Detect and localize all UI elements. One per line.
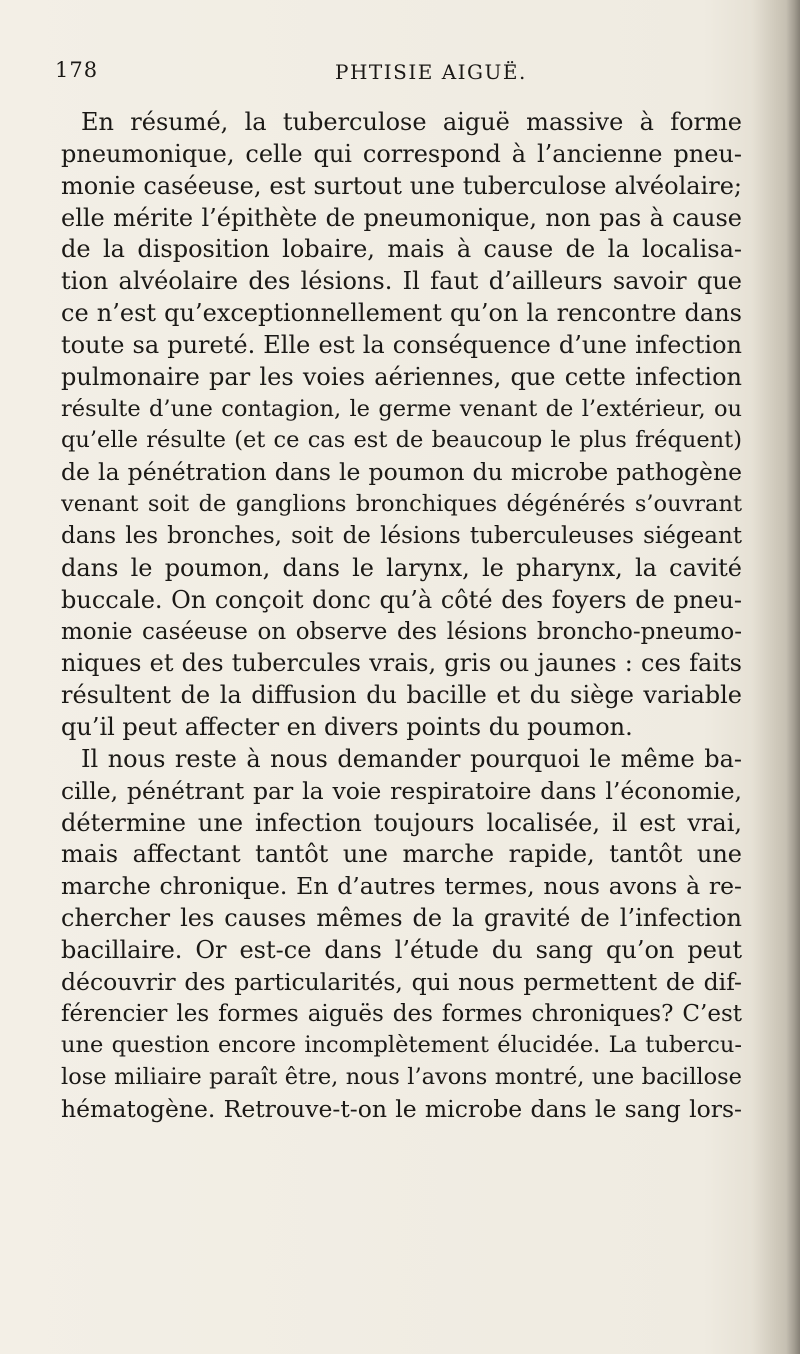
- text-line: dans le poumon, dans le larynx, le pharynx, la cavité: [61, 553, 742, 582]
- text-line: venant soit de ganglions bronchiques dégénérés s’ouvrant: [61, 491, 742, 518]
- body-text: [61, 107, 742, 1126]
- text-line: résultent de la diffusion du bacille et du siège variable: [61, 681, 742, 710]
- text-line: qu’elle résulte (et ce cas est de beaucoup le plus fréquent): [61, 427, 742, 454]
- text-line: de la disposition lobaire, mais à cause de la localisa-: [61, 235, 742, 264]
- text-line: marche chronique. En d’autres termes, nous avons à re-: [61, 872, 742, 901]
- page-number: 178: [55, 58, 99, 82]
- text-line: découvrir des particularités, qui nous permettent de dif-: [61, 967, 742, 996]
- text-line: buccale. On conçoit donc qu’à côté des foyers de pneu-: [61, 585, 742, 614]
- text-line: toute sa pureté. Elle est la conséquence d’une infection: [61, 330, 742, 359]
- text-line: monie caséeuse on observe des lésions broncho-pneumo-: [61, 618, 742, 645]
- text-line: bacillaire. Or est-ce dans l’étude du sang qu’on peut: [61, 935, 742, 964]
- text-line: dans les bronches, soit de lésions tuberculeuses siégeant: [61, 522, 742, 549]
- text-line: pulmonaire par les voies aériennes, que cette infection: [61, 362, 742, 391]
- text-line: monie caséeuse, est surtout une tuberculose alvéolaire;: [61, 171, 742, 200]
- text-line: Il nous reste à nous demander pourquoi le même ba-: [81, 744, 742, 773]
- text-line: ce n’est qu’exceptionnellement qu’on la rencontre dans: [61, 299, 742, 328]
- text-line: lose miliaire paraît être, nous l’avons montré, une bacillose: [61, 1064, 742, 1091]
- text-line: détermine une infection toujours localisée, il est vrai,: [61, 808, 742, 837]
- binding-shadow: [786, 0, 800, 1354]
- text-line: une question encore incomplètement élucidée. La tubercu-: [61, 1032, 742, 1059]
- text-line: férencier les formes aiguës des formes chroniques? C’est: [61, 1000, 742, 1027]
- running-title: PHTISIE AIGUË.: [335, 60, 527, 84]
- text-line: pneumonique, celle qui correspond à l’ancienne pneu-: [61, 139, 742, 168]
- text-line: mais affectant tantôt une marche rapide, tantôt une: [61, 840, 742, 869]
- text-line: cille, pénétrant par la voie respiratoire dans l’économie,: [61, 776, 742, 805]
- text-line: qu’il peut affecter en divers points du poumon.: [61, 713, 633, 742]
- text-line: tion alvéolaire des lésions. Il faut d’ailleurs savoir que: [61, 267, 742, 296]
- running-head: [0, 58, 800, 94]
- text-line: hématogène. Retrouve-t-on le microbe dans le sang lors-: [61, 1095, 742, 1124]
- text-line: chercher les causes mêmes de la gravité de l’infection: [61, 904, 742, 933]
- text-line: elle mérite l’épithète de pneumonique, non pas à cause: [61, 203, 742, 232]
- text-line: niques et des tubercules vrais, gris ou jaunes : ces faits: [61, 649, 742, 678]
- text-line: résulte d’une contagion, le germe venant de l’extérieur, ou: [61, 395, 742, 422]
- text-line: de la pénétration dans le poumon du microbe pathogène: [61, 458, 742, 487]
- text-line: En résumé, la tuberculose aiguë massive à forme: [81, 108, 742, 136]
